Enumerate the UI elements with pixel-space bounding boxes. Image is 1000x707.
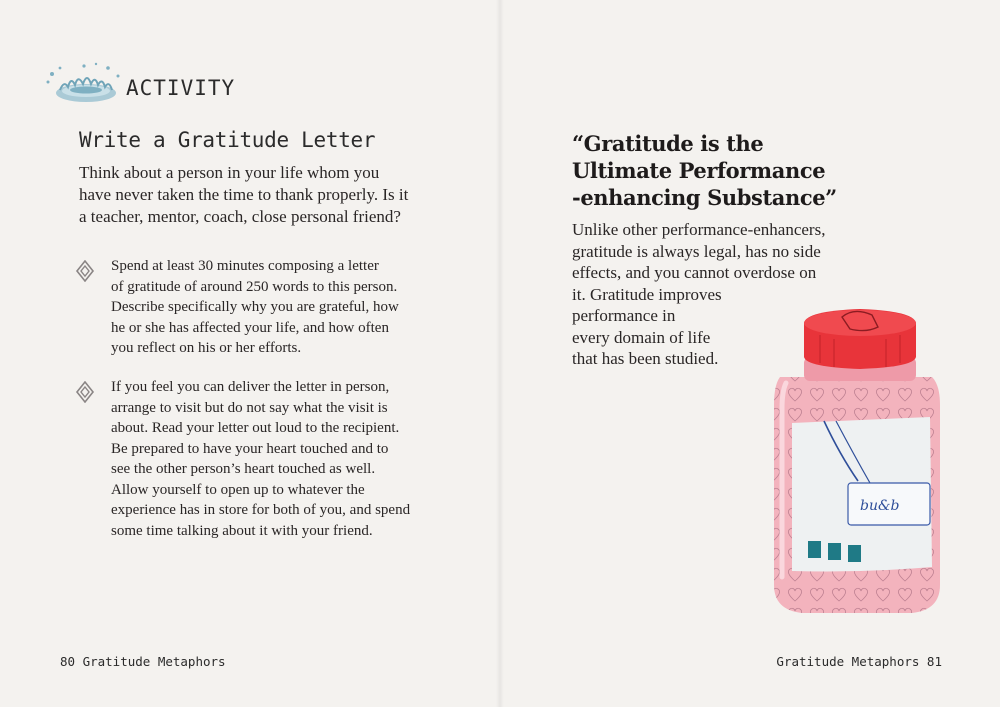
body-line: effects, and you cannot overdose on (572, 263, 817, 282)
activity-header (38, 60, 298, 110)
bullet-text (111, 256, 451, 359)
body-line: every domain of life (572, 327, 711, 347)
intro-line: a teacher, mentor, coach, close personal friend? (79, 207, 401, 226)
page-folio-right: Gratitude Metaphors 81 (776, 654, 942, 669)
bullet-line: he or she has affected your life, and how often (111, 319, 389, 336)
bullet-text (111, 377, 451, 541)
bullet-line: about. Read your letter out loud to the recipient. (111, 420, 400, 436)
bullet-line: Be prepared to have your heart touched and to (111, 440, 389, 457)
page-folio-left: 80 Gratitude Metaphors (60, 654, 226, 669)
bullet-line: Allow yourself to open up to whatever the (111, 481, 365, 498)
body-line: it. Gratitude improves (572, 284, 722, 304)
body-line: performance in (572, 306, 676, 325)
bullet-line: some time talking about it with your friend. (111, 522, 373, 539)
bullet-line: you reflect on his or her efforts. (111, 340, 302, 356)
bullet-line: Describe specifically why you are grateful, how (111, 299, 399, 315)
activity-title: Write a Gratitude Letter (79, 128, 376, 152)
quote-line: -enhancing Substance” (572, 185, 837, 210)
bullet-line: If you feel you can deliver the letter in person, (111, 379, 390, 395)
label-scribble: bu&b (860, 498, 900, 514)
body-line: gratitude is always legal, has no side (572, 241, 821, 261)
intro-paragraph (79, 162, 429, 228)
water-splash-icon (38, 60, 124, 110)
intro-line: have never taken the time to thank properly. Is it (79, 185, 409, 204)
bullet-line: Spend at least 30 minutes composing a letter (111, 258, 379, 274)
quote-line: Ultimate Performance (572, 158, 826, 183)
intro-line: Think about a person in your life whom you (79, 163, 380, 182)
diamond-bullet-icon (75, 381, 95, 403)
body-line: Unlike other performance-enhancers, (572, 220, 826, 239)
pill-bottle-illustration (762, 305, 952, 620)
body-line: that has been studied. (572, 349, 719, 368)
quote-line: “Gratitude is the (572, 131, 764, 156)
bullet-line: of gratitude of around 250 words to this person. (111, 278, 398, 295)
quote-heading (572, 130, 872, 211)
activity-label: ACTIVITY (126, 76, 236, 100)
right-page (500, 0, 1000, 707)
diamond-bullet-icon (75, 260, 95, 282)
bullet-line: see the other person’s heart touched as well. (111, 461, 376, 477)
bullet-line: experience has in store for both of you, and spend (111, 502, 411, 518)
bullet-line: arrange to visit but do not say what the visit is (111, 399, 388, 416)
